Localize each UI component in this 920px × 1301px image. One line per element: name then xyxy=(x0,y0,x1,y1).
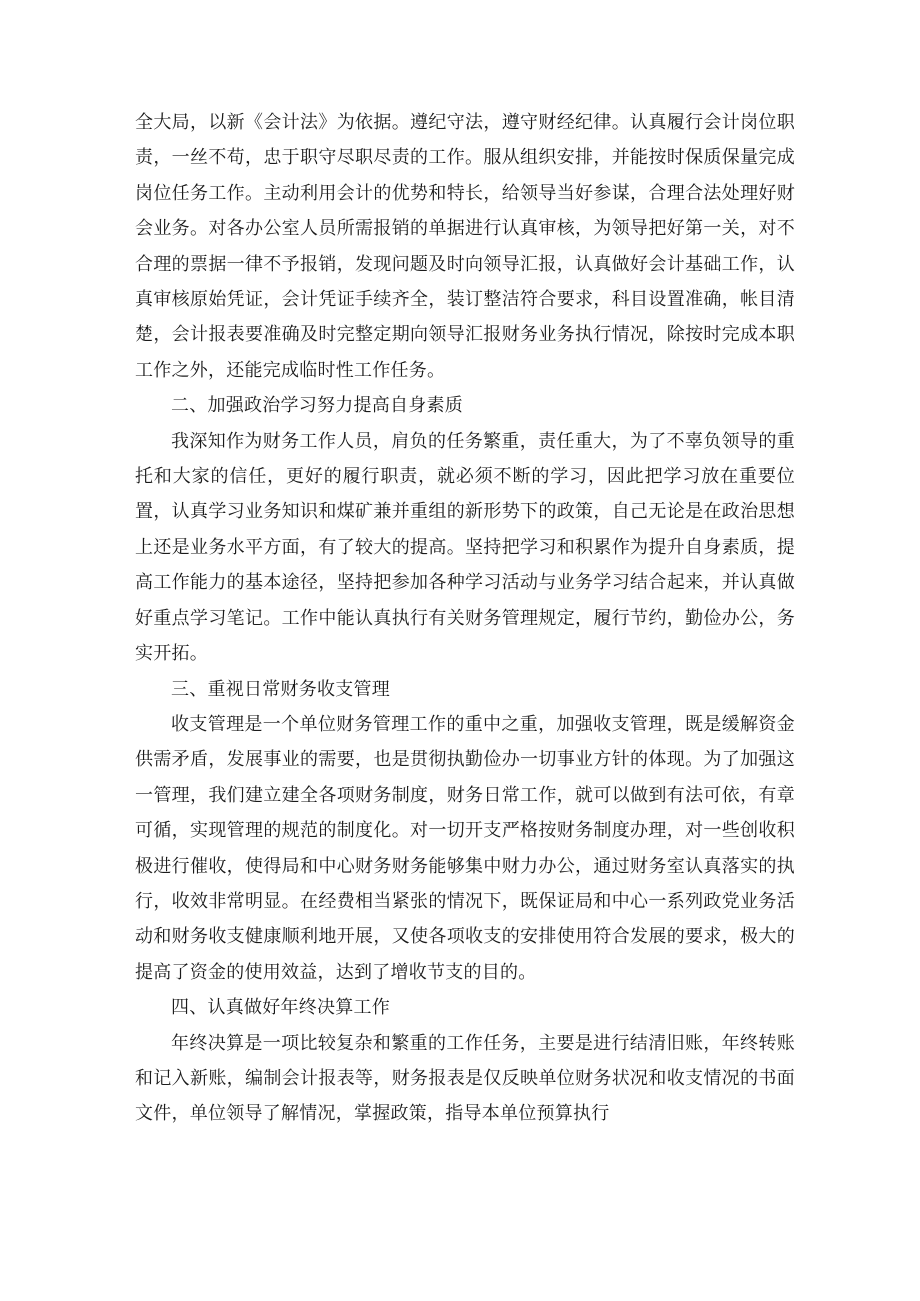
section-heading-political-study: 二、加强政治学习努力提高自身素质 xyxy=(171,395,463,417)
paragraph-accounting-duties: 全大局，以新《会计法》为依据。遵纪守法，遵守财经纪律。认真履行会计岗位职责，一丝不苟，忠于职守尽职尽责的工作。服从组织安排，并能按时保质保量完成岗位任务工作。主动利用会计的优势和特长，给领导当好参谋，合理合法处理好财会业务。对各办公室人员所需报销的单据进行认真审核，为领导把好第一关，对不合理的票据一律不予报销，发现问题及时向领导汇报，认真做好会计基础工作，认真审核原始凭证，会计凭证手续齐全，装订整洁符合要求，科目设置准确，帐目清楚，会计报表要准确及时完整定期向领导汇报财务业务执行情况，除按时完成本职工作之外，还能完成临时性工作任务。 xyxy=(135,112,795,381)
paragraph-revenue-expenditure: 收支管理是一个单位财务管理工作的重中之重，加强收支管理，既是缓解资金供需矛盾，发展事业的需要，也是贯彻执勤俭办一切事业方针的体现。为了加强这一管理，我们建立建全各项财务制度，财务日常工作，就可以做到有法可依，有章可循，实现管理的规范的制度化。对一切开支严格按财务制度办理，对一些创收积极进行催收，使得局和中心财务财务能够集中财力办公，通过财务室认真落实的执行，收效非常明显。在经费相当紧张的情况下，既保证局和中心一系列政党业务活动和财务收支健康顺利地开展，又使各项收支的安排使用符合发展的要求，极大的提高了资金的使用效益，达到了增收节支的目的。 xyxy=(135,713,795,983)
section-heading-revenue-expenditure: 三、重视日常财务收支管理 xyxy=(171,678,390,700)
document-body xyxy=(135,105,795,1132)
paragraph-political-study: 我深知作为财务工作人员，肩负的任务繁重，责任重大，为了不辜负领导的重托和大家的信任，更好的履行职责，就必须不断的学习，因此把学习放在重要位置，认真学习业务知识和煤矿兼并重组的新形势下的政策，自己无论是在政治思想上还是业务水平方面，有了较大的提高。坚持把学习和积累作为提升自身素质，提高工作能力的基本途径，坚持把参加各种学习活动与业务学习结合起来，并认真做好重点学习笔记。工作中能认真执行有关财务管理规定，履行节约，勤俭办公，务实开拓。 xyxy=(135,430,795,665)
paragraph-year-end-accounts: 年终决算是一项比较复杂和繁重的工作任务，主要是进行结清旧账，年终转账和记入新账，编制会计报表等，财务报表是仅反映单位财务状况和收支情况的书面文件，单位领导了解情况，掌握政策，指导本单位预算执行 xyxy=(135,1032,795,1125)
section-heading-year-end-accounts: 四、认真做好年终决算工作 xyxy=(171,997,390,1019)
